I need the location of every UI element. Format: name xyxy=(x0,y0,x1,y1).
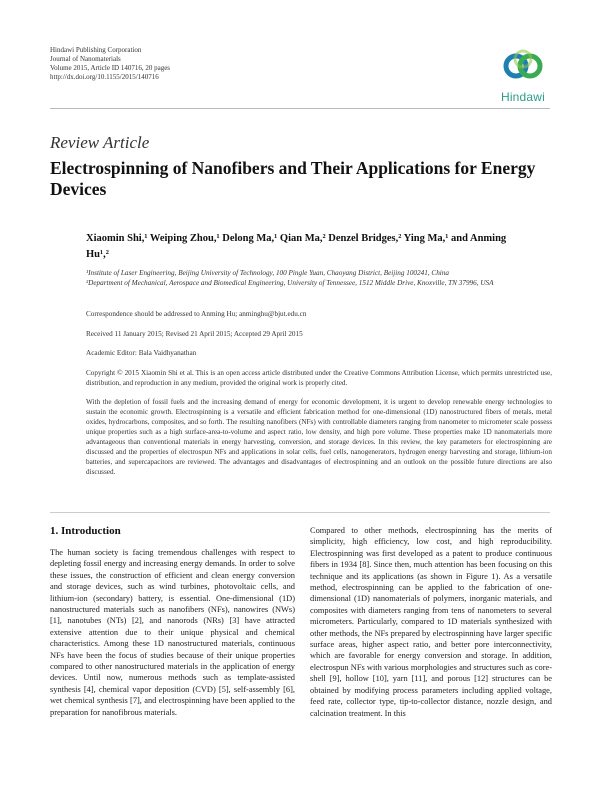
dates: Received 11 January 2015; Revised 21 April 2015; Accepted 29 April 2015 xyxy=(86,330,303,338)
body-column-right xyxy=(310,525,552,719)
article-type: Review Article xyxy=(50,133,150,152)
affiliations xyxy=(86,268,556,288)
authors: Xiaomin Shi,¹ Weiping Zhou,¹ Delong Ma,¹ Qian Ma,² Denzel Bridges,² Ying Ma,¹ and Anming Hu¹,² xyxy=(86,233,507,260)
academic-editor: Academic Editor: Bala Vaidhyanathan xyxy=(86,349,197,357)
correspondence: Correspondence should be addressed to Anming Hu; anminghu@bjut.edu.cn xyxy=(86,310,307,318)
journal-name: Journal of Nanomaterials xyxy=(50,55,121,63)
affiliation-2: ²Department of Mechanical, Aerospace and Biomedical Engineering, University of Tennessee, 1512 Middle Drive, Knoxville, TN 37996, USA xyxy=(86,279,494,287)
volume-info: Volume 2015, Article ID 140716, 20 pages xyxy=(50,64,171,72)
page-title: Electrospinning of Nanofibers and Their Applications for Energy Devices xyxy=(50,158,536,199)
logo-text: Hindawi xyxy=(500,90,546,104)
doi-link[interactable]: http://dx.doi.org/10.1155/2015/140716 xyxy=(50,73,159,81)
section-rule xyxy=(50,512,550,513)
affiliation-1: ¹Institute of Laser Engineering, Beijing University of Technology, 100 Pingle Yuan, Chaoyang District, Beijing 100241, China xyxy=(86,269,449,277)
journal-info xyxy=(50,46,170,82)
hindawi-logo xyxy=(493,46,553,104)
intro-paragraph-2: Compared to other methods, electrospinning has the merits of simplicity, high efficiency, low cost, and high reproducibility. Electrospinning was first developed as a patent to produce continuous fibers in 1934 [8]. Since then, much attention has been focusing on this technique and its applications (as shown in Figure 1). As a versatile method, electrospinning can be applied to the fabrication of one-dimensional (1D) nanomaterials of polymers, inorganic materials, and composites with diameters ranging from tens of nanometers to several micrometers. Particularly, compared to 1D materials synthesized with other methods, the NFs prepared by electrospinning have larger specific surface areas, higher aspect ratio, and better pore interconnectivity, which are favorable for energy conversion and storage. In addition, electrospun NFs with various morphologies and structures such as core-shell [9], hollow [10], yarn [11], and porous [12] structures can be obtained by modifying process parameters including applied voltage, feed rate, collector type, tip-to-collector distance, nozzle design, and calcination treatment. In this xyxy=(310,526,552,718)
copyright: Copyright © 2015 Xiaomin Shi et al. This is an open access article distributed under the Creative Commons Attribution License, which permits unrestricted use, distribution, and reproduction in any medium, provided the original work is properly cited. xyxy=(86,369,552,387)
section-heading: 1. Introduction xyxy=(50,525,121,537)
header-rule xyxy=(50,108,550,109)
publisher: Hindawi Publishing Corporation xyxy=(50,46,142,54)
abstract: With the depletion of fossil fuels and the increasing demand of energy for economic development, it is urgent to develop renewable energy technologies to sustain the economic growth. Electrospinning is a versatile and efficient fabrication method for one-dimensional (1D) nanostructured fibers of metals, metal oxides, hydrocarbons, composites, and so forth. The resulting nanofibers (NFs) with controllable diameters ranging from nanometer to micrometer scale possess unique properties such as a high surface-area-to-volume and aspect ratio, low density, and high pore volume. These properties make 1D nanomaterials more advantageous than conventional materials in energy harvesting, conversion, and storage devices. In this review, the key parameters for electrospinning are discussed and the properties of electrospun NFs and applications in solar cells, fuel cells, nanogenerators, hydrogen energy harvesting and storage, lithium-ion batteries, and supercapacitors are reviewed. The advantages and disadvantages of electrospinning and an outlook on the possible future directions are also discussed. xyxy=(86,398,552,476)
body-column-left xyxy=(50,547,295,718)
hindawi-rings-logo-icon xyxy=(493,46,553,90)
intro-paragraph-1: The human society is facing tremendous challenges with respect to depleting fossil energy and increasing energy demands. In order to solve these issues, the construction of efficient and clean energy conversion and storage devices, such as wind turbines, photovoltaic cells, and lithium-ion (secondary) battery, is essential. One-dimensional (1D) nanostructured materials such as nanofibers (NFs), nanowires (NWs) [1], nanotubes (NTs) [2], and nanorods (NRs) [3] have attracted extensive attention due to their unique physical and chemical characteristics. Among these 1D nanostructured materials, continuous NFs have been the focus of studies because of their unique properties compared to other nanostructured materials in the application of energy devices. Until now, numerous methods such as template-assisted synthesis [4], chemical vapor deposition (CVD) [5], self-assembly [6], wet chemical synthesis [7], and electrospinning have been applied to the preparation for nanofibrous materials. xyxy=(50,548,295,717)
